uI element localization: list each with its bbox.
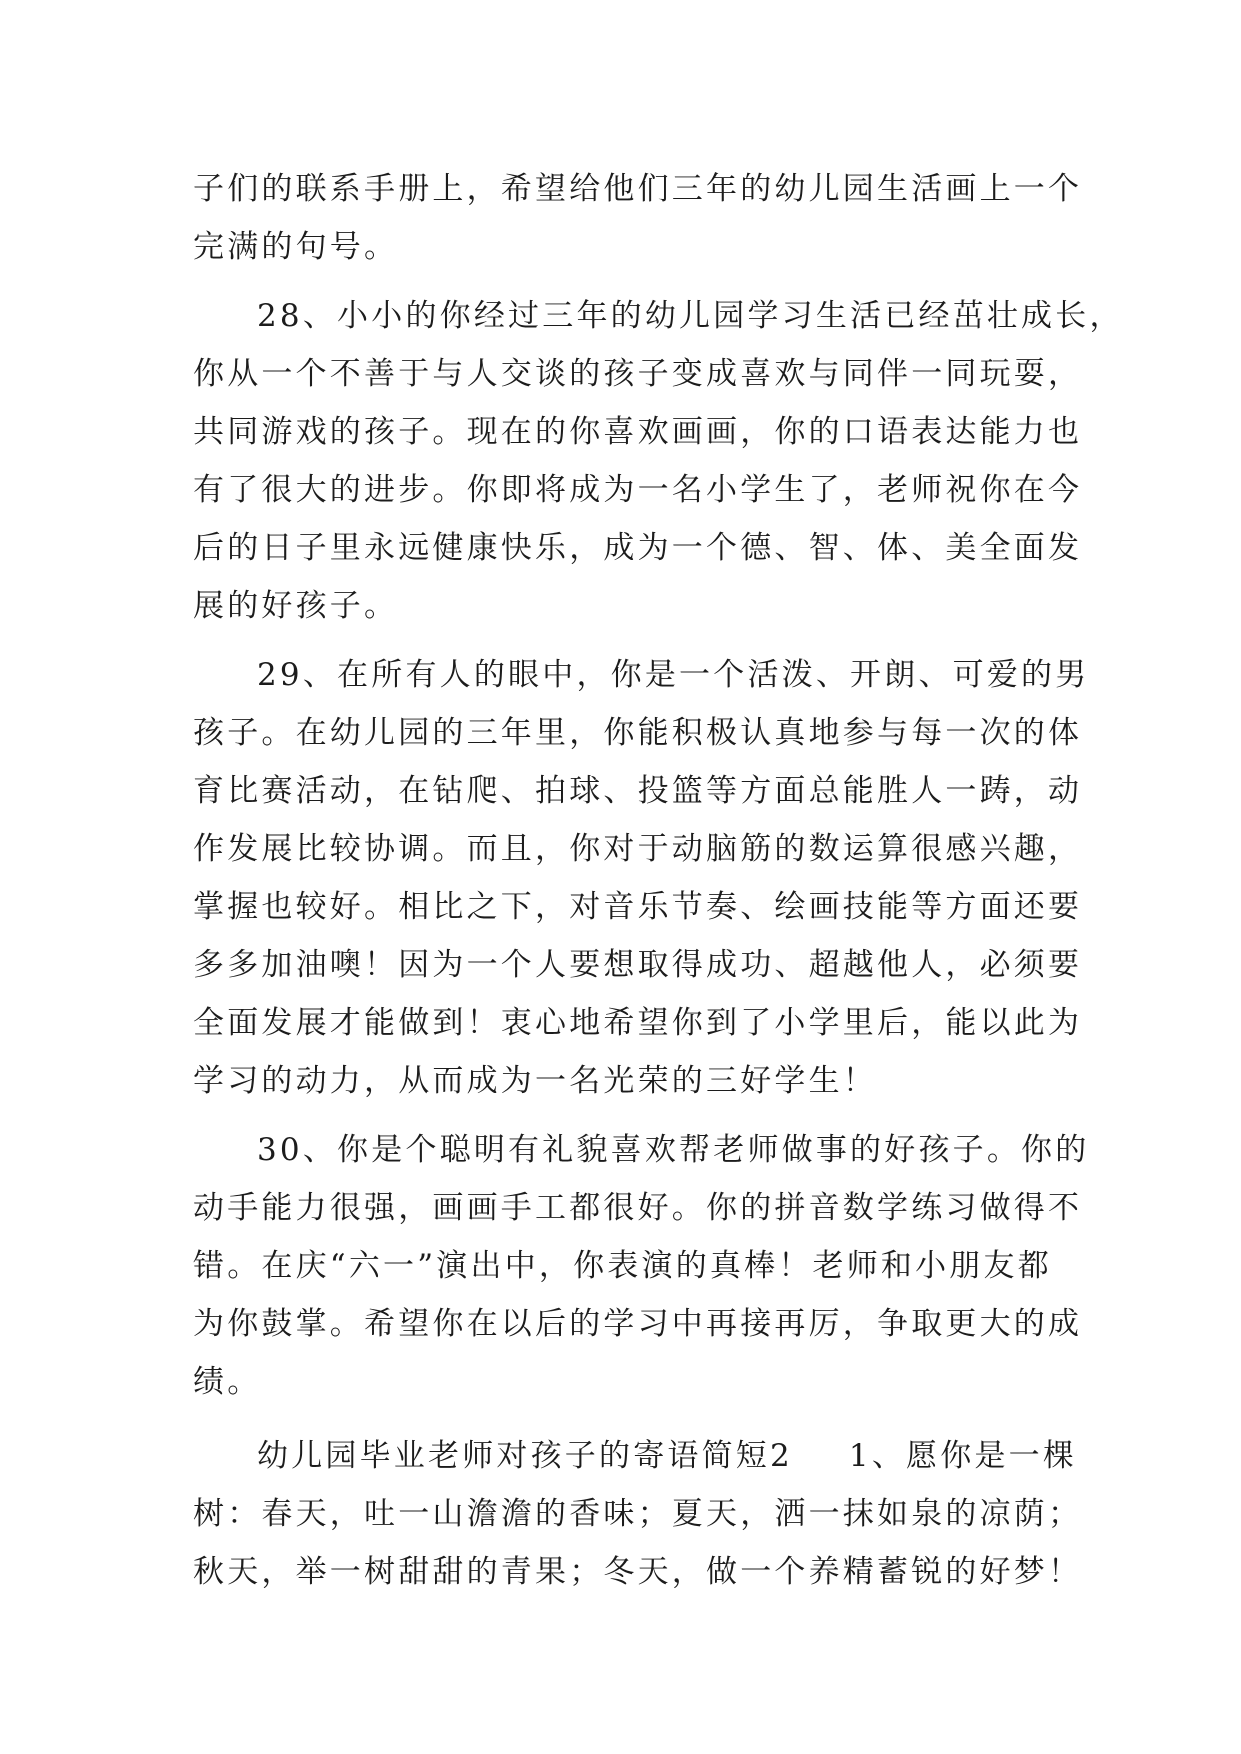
text-line: 秋天，举一树甜甜的青果；冬天，做一个养精蓄锐的好梦！	[193, 1554, 1083, 1590]
paragraph-30-first-line: 30、你是个聪明有礼貌喜欢帮老师做事的好孩子。你的	[257, 1132, 1090, 1168]
text-line: 错。在庆“六一”演出中，你表演的真棒！老师和小朋友都	[193, 1248, 1052, 1284]
text-line: 多多加油噢！因为一个人要想取得成功、超越他人，必须要	[193, 947, 1083, 983]
section-heading-line	[193, 1427, 1078, 1485]
text-line: 掌握也较好。相比之下，对音乐节奏、绘画技能等方面还要	[193, 889, 1083, 925]
section-heading: 幼儿园毕业老师对孩子的寄语简短2	[257, 1438, 793, 1474]
text-line: 全面发展才能做到！衷心地希望你到了小学里后，能以此为	[193, 1005, 1083, 1041]
text-line: 展的好孩子。	[193, 588, 399, 624]
text-line: 为你鼓掌。希望你在以后的学习中再接再厉，争取更大的成	[193, 1306, 1083, 1342]
text-line: 孩子。在幼儿园的三年里，你能积极认真地参与每一次的体	[193, 715, 1083, 751]
text-line: 作发展比较协调。而且，你对于动脑筋的数运算很感兴趣，	[193, 831, 1083, 867]
text-line: 树：春天，吐一山澹澹的香味；夏天，洒一抹如泉的凉荫；	[193, 1496, 1083, 1532]
paragraph-29-first-line: 29、在所有人的眼中，你是一个活泼、开朗、可爱的男	[257, 657, 1090, 693]
section-first-item: 1、愿你是一棵	[848, 1438, 1078, 1474]
text-line: 后的日子里永远健康快乐，成为一个德、智、体、美全面发	[193, 530, 1083, 566]
text-line: 共同游戏的孩子。现在的你喜欢画画，你的口语表达能力也	[193, 414, 1083, 450]
document-body	[193, 160, 1124, 1601]
text-line: 绩。	[193, 1364, 262, 1400]
text-line: 你从一个不善于与人交谈的孩子变成喜欢与同伴一同玩耍，	[193, 356, 1083, 392]
text-line: 完满的句号。	[193, 229, 399, 265]
text-line: 动手能力很强，画画手工都很好。你的拼音数学练习做得不	[193, 1190, 1083, 1226]
paragraph-28-first-line: 28、小小的你经过三年的幼儿园学习生活已经茁壮成长，	[257, 298, 1124, 334]
text-line: 有了很大的进步。你即将成为一名小学生了，老师祝你在今	[193, 472, 1083, 508]
text-line: 育比赛活动，在钻爬、拍球、投篮等方面总能胜人一踌，动	[193, 773, 1083, 809]
text-line: 子们的联系手册上，希望给他们三年的幼儿园生活画上一个	[193, 171, 1083, 207]
text-line: 学习的动力，从而成为一名光荣的三好学生！	[193, 1063, 877, 1099]
